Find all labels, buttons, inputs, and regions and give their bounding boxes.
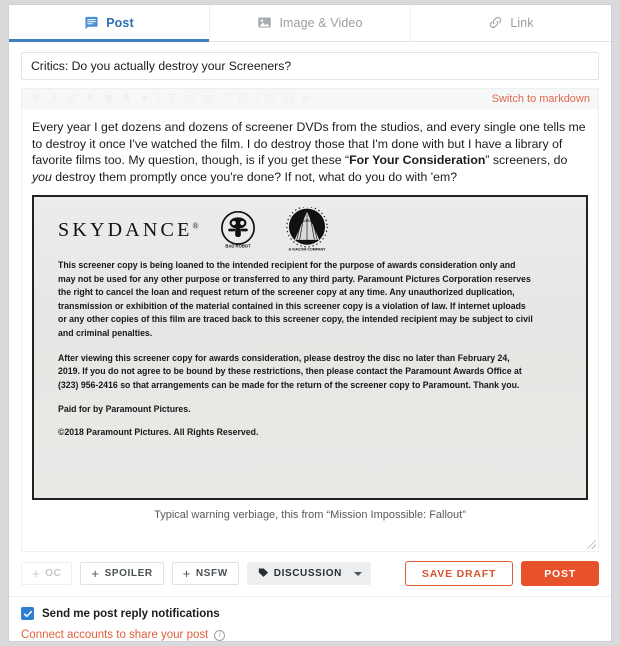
tab-image-video[interactable] — [210, 5, 411, 41]
post-body-bold-phrase: For Your Consideration — [349, 153, 486, 167]
spoiler-icon[interactable]: A — [122, 93, 131, 105]
code-block-icon[interactable] — [235, 90, 252, 107]
post-body-paragraph — [32, 119, 588, 185]
plus-icon: + — [32, 566, 41, 581]
screener-paragraph-4: ©2018 Paramount Pictures. All Rights Reserved. — [58, 426, 259, 437]
post-body-part1: Every year I get dozens and dozens of screener DVDs from the studios, and every single one tells me to destroy it once I've watched the film. I do destroy those that I'm done with but I have a library of favorite films too. My question, though, is if you get these “ — [32, 120, 586, 167]
plus-icon: + — [182, 566, 191, 581]
oc-label: OC — [45, 568, 62, 579]
italic-icon[interactable]: I — [52, 93, 57, 105]
tag-icon — [258, 567, 269, 581]
tab-post[interactable] — [9, 5, 210, 41]
switch-to-markdown-link[interactable]: Switch to markdown — [491, 92, 590, 105]
oc-button[interactable] — [21, 562, 72, 585]
inline-code-icon[interactable]: ● — [141, 93, 148, 105]
superscript-icon[interactable]: ψ — [104, 93, 113, 105]
connect-accounts-link[interactable] — [21, 629, 599, 641]
tab-post-label: Post — [106, 15, 134, 30]
toolbar-divider-2 — [257, 93, 258, 105]
post-body-part2: ” screeners, do — [485, 153, 568, 167]
nsfw-button[interactable] — [172, 562, 239, 585]
post-composer-window — [8, 4, 612, 642]
notify-checkbox[interactable] — [21, 607, 34, 620]
connect-accounts-label: Connect accounts to share your post — [21, 629, 209, 641]
spoiler-label: SPOILER — [104, 568, 153, 579]
skydance-registered-mark: ® — [192, 220, 199, 230]
composer-action-bar — [9, 552, 611, 596]
toolbar-divider — [158, 93, 159, 105]
screener-paragraph-3: Paid for by Paramount Pictures. — [58, 404, 191, 415]
spoiler-button[interactable] — [80, 562, 163, 585]
screener-logo-row — [34, 197, 586, 259]
screener-paragraph-2: After viewing this screener copy for awards consideration, please destroy the disc no later than February 24, 2019. If you do not agree to be bound by these restrictions, then please contact the Paramount Awards Office at (323) 956-2416 so that arrangements can be made for the return of the screener copy to Paramount. Thank you. — [58, 352, 522, 390]
editor-resize-handle[interactable] — [587, 540, 596, 549]
numbered-list-icon[interactable] — [199, 90, 216, 107]
table-icon[interactable] — [262, 90, 279, 107]
nsfw-label: NSFW — [195, 568, 228, 579]
heading-icon[interactable]: T — [168, 93, 175, 105]
screener-paragraph-1: This screener copy is being loaned to the intended recipient for the purpose of awards consideration only and may not be used for any other purpose or transferred to any third party. Paramount Pictures Corporation reserves the right to cancel the loan and request return of the screener copy at any time. Any unauthorized duplication, transmission or exhibition of the material contained in this screener copy is a violation of law. If internet uploads or any other copies of this film are traced back to this screener copy, the intended recipient may be subject to civil and criminal penalties. — [58, 260, 533, 338]
title-input[interactable]: Critics: Do you actually destroy your Screeners? — [21, 52, 599, 80]
quote-icon[interactable]: “ — [223, 93, 228, 105]
composer-tabbar — [9, 5, 611, 42]
bulleted-list-icon[interactable] — [181, 90, 198, 107]
bad-robot-logo — [217, 209, 259, 251]
info-icon[interactable]: i — [214, 630, 225, 641]
svg-text:Paramount: Paramount — [294, 217, 319, 224]
tab-image-video-label: Image & Video — [279, 15, 363, 30]
video-icon[interactable] — [298, 90, 315, 107]
bold-icon[interactable]: B — [32, 93, 41, 105]
svg-text:BAD ROBOT: BAD ROBOT — [224, 243, 251, 249]
screener-warning-text — [34, 259, 586, 440]
image-icon[interactable] — [280, 90, 297, 107]
image-caption: Typical warning verbiage, this from “Mission Impossible: Fallout” — [154, 509, 466, 521]
skydance-wordmark — [58, 219, 199, 242]
title-field-wrapper — [9, 42, 611, 80]
post-body-editor[interactable] — [21, 109, 599, 552]
notify-label: Send me post reply notifications — [42, 607, 220, 620]
plus-icon: + — [91, 566, 100, 581]
editor-toolbar — [21, 88, 599, 109]
post-icon — [84, 15, 99, 30]
save-draft-button[interactable]: SAVE DRAFT — [405, 561, 513, 586]
composer-footer — [9, 596, 611, 641]
link-icon[interactable] — [64, 90, 81, 107]
strikethrough-icon[interactable]: S — [87, 93, 94, 105]
svg-text:A VIACOM COMPANY: A VIACOM COMPANY — [288, 247, 326, 252]
image-icon — [257, 15, 272, 30]
flair-label: DISCUSSION — [273, 568, 342, 579]
post-body-italic-word: you — [32, 169, 52, 184]
post-button[interactable]: POST — [521, 561, 599, 586]
notify-row — [21, 607, 599, 620]
link-icon — [488, 15, 503, 30]
screener-warning-image — [32, 195, 588, 500]
flair-selector[interactable] — [247, 562, 371, 585]
chevron-down-icon — [354, 572, 362, 576]
skydance-text: SKYDANCE — [58, 218, 193, 241]
tab-link-label: Link — [510, 15, 534, 30]
tab-link[interactable] — [411, 5, 611, 41]
post-body-part3: destroy them promptly once you're done? If not, what do you do with 'em? — [51, 169, 458, 184]
paramount-pictures-logo — [277, 207, 337, 253]
